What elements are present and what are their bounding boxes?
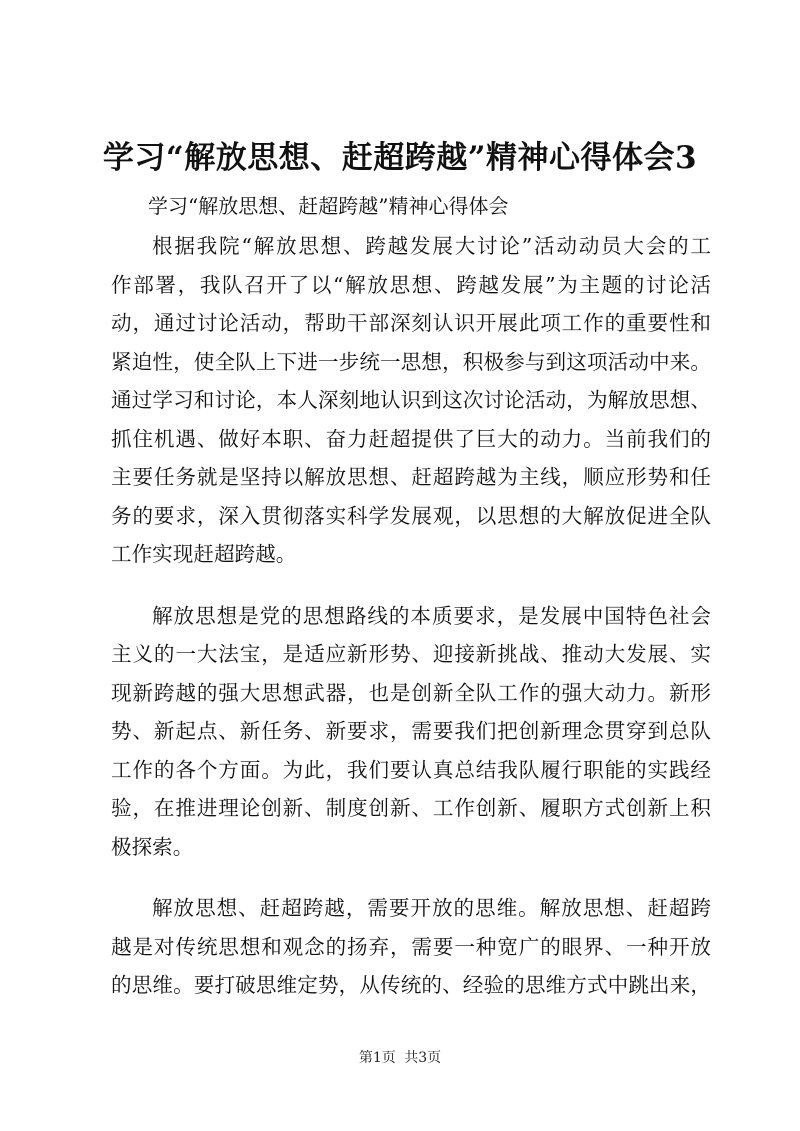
paragraph-line: 的思维。要打破思维定势，从传统的、经验的思维方式中跳出来， [111, 973, 711, 997]
paragraph-line: 作部署，我队召开了以“解放思想、跨越发展”为主题的讨论活 [111, 272, 711, 297]
paragraph-line: 验，在推进理论创新、制度创新、工作创新、履职方式创新上积 [111, 796, 711, 820]
paragraph-line: 根据我院“解放思想、跨越发展大讨论”活动动员大会的工 [152, 234, 711, 258]
total-pages: 共3页 [404, 1050, 442, 1066]
document-title: 学习“解放思想、赶超跨越”精神心得体会3 [102, 140, 698, 176]
paragraph-line: 动，通过讨论活动，帮助干部深刻认识开展此项工作的重要性和 [111, 311, 711, 335]
paragraph-line: 工作实现赶超跨越。 [111, 542, 297, 566]
document-subtitle: 学习“解放思想、赶超跨越”精神心得体会 [148, 194, 509, 218]
paragraph-line: 紧迫性，使全队上下进一步统一思想，积极参与到这项活动中来。 [111, 349, 711, 374]
paragraph-line: 现新跨越的强大思想武器，也是创新全队工作的强大动力。新形 [111, 680, 711, 705]
page-footer [0, 1048, 800, 1068]
page-number: 第1页 [358, 1050, 396, 1066]
paragraph-line: 主要任务就是坚持以解放思想、赶超跨越为主线，顺应形势和任 [111, 465, 711, 489]
paragraph-3 [111, 889, 711, 1005]
paragraph-line: 解放思想是党的思想路线的本质要求，是发展中国特色社会 [152, 603, 711, 628]
paragraph-line: 主义的一大法宝，是适应新形势、迎接新挑战、推动大发展、实 [111, 642, 711, 666]
paragraph-line: 工作的各个方面。为此，我们要认真总结我队履行职能的实践经 [111, 757, 711, 782]
paragraph-line: 解放思想、赶超跨越，需要开放的思维。解放思想、赶超跨 [152, 896, 711, 920]
paragraph-2 [111, 597, 711, 867]
paragraph-line: 抓住机遇、做好本职、奋力赶超提供了巨大的动力。当前我们的 [111, 426, 711, 451]
paragraph-line: 务的要求，深入贯彻落实科学发展观，以思想的大解放促进全队 [111, 503, 711, 528]
paragraph-line: 极探索。 [111, 834, 194, 859]
document-body [111, 227, 711, 1005]
paragraph-line: 势、新起点、新任务、新要求，需要我们把创新理念贯穿到总队 [111, 719, 711, 743]
paragraph-line: 通过学习和讨论，本人深刻地认识到这次讨论活动，为解放思想、 [111, 388, 711, 412]
paragraph-1 [111, 227, 711, 574]
paragraph-line: 越是对传统思想和观念的扬弃，需要一种宽广的眼界、一种开放 [111, 934, 711, 959]
